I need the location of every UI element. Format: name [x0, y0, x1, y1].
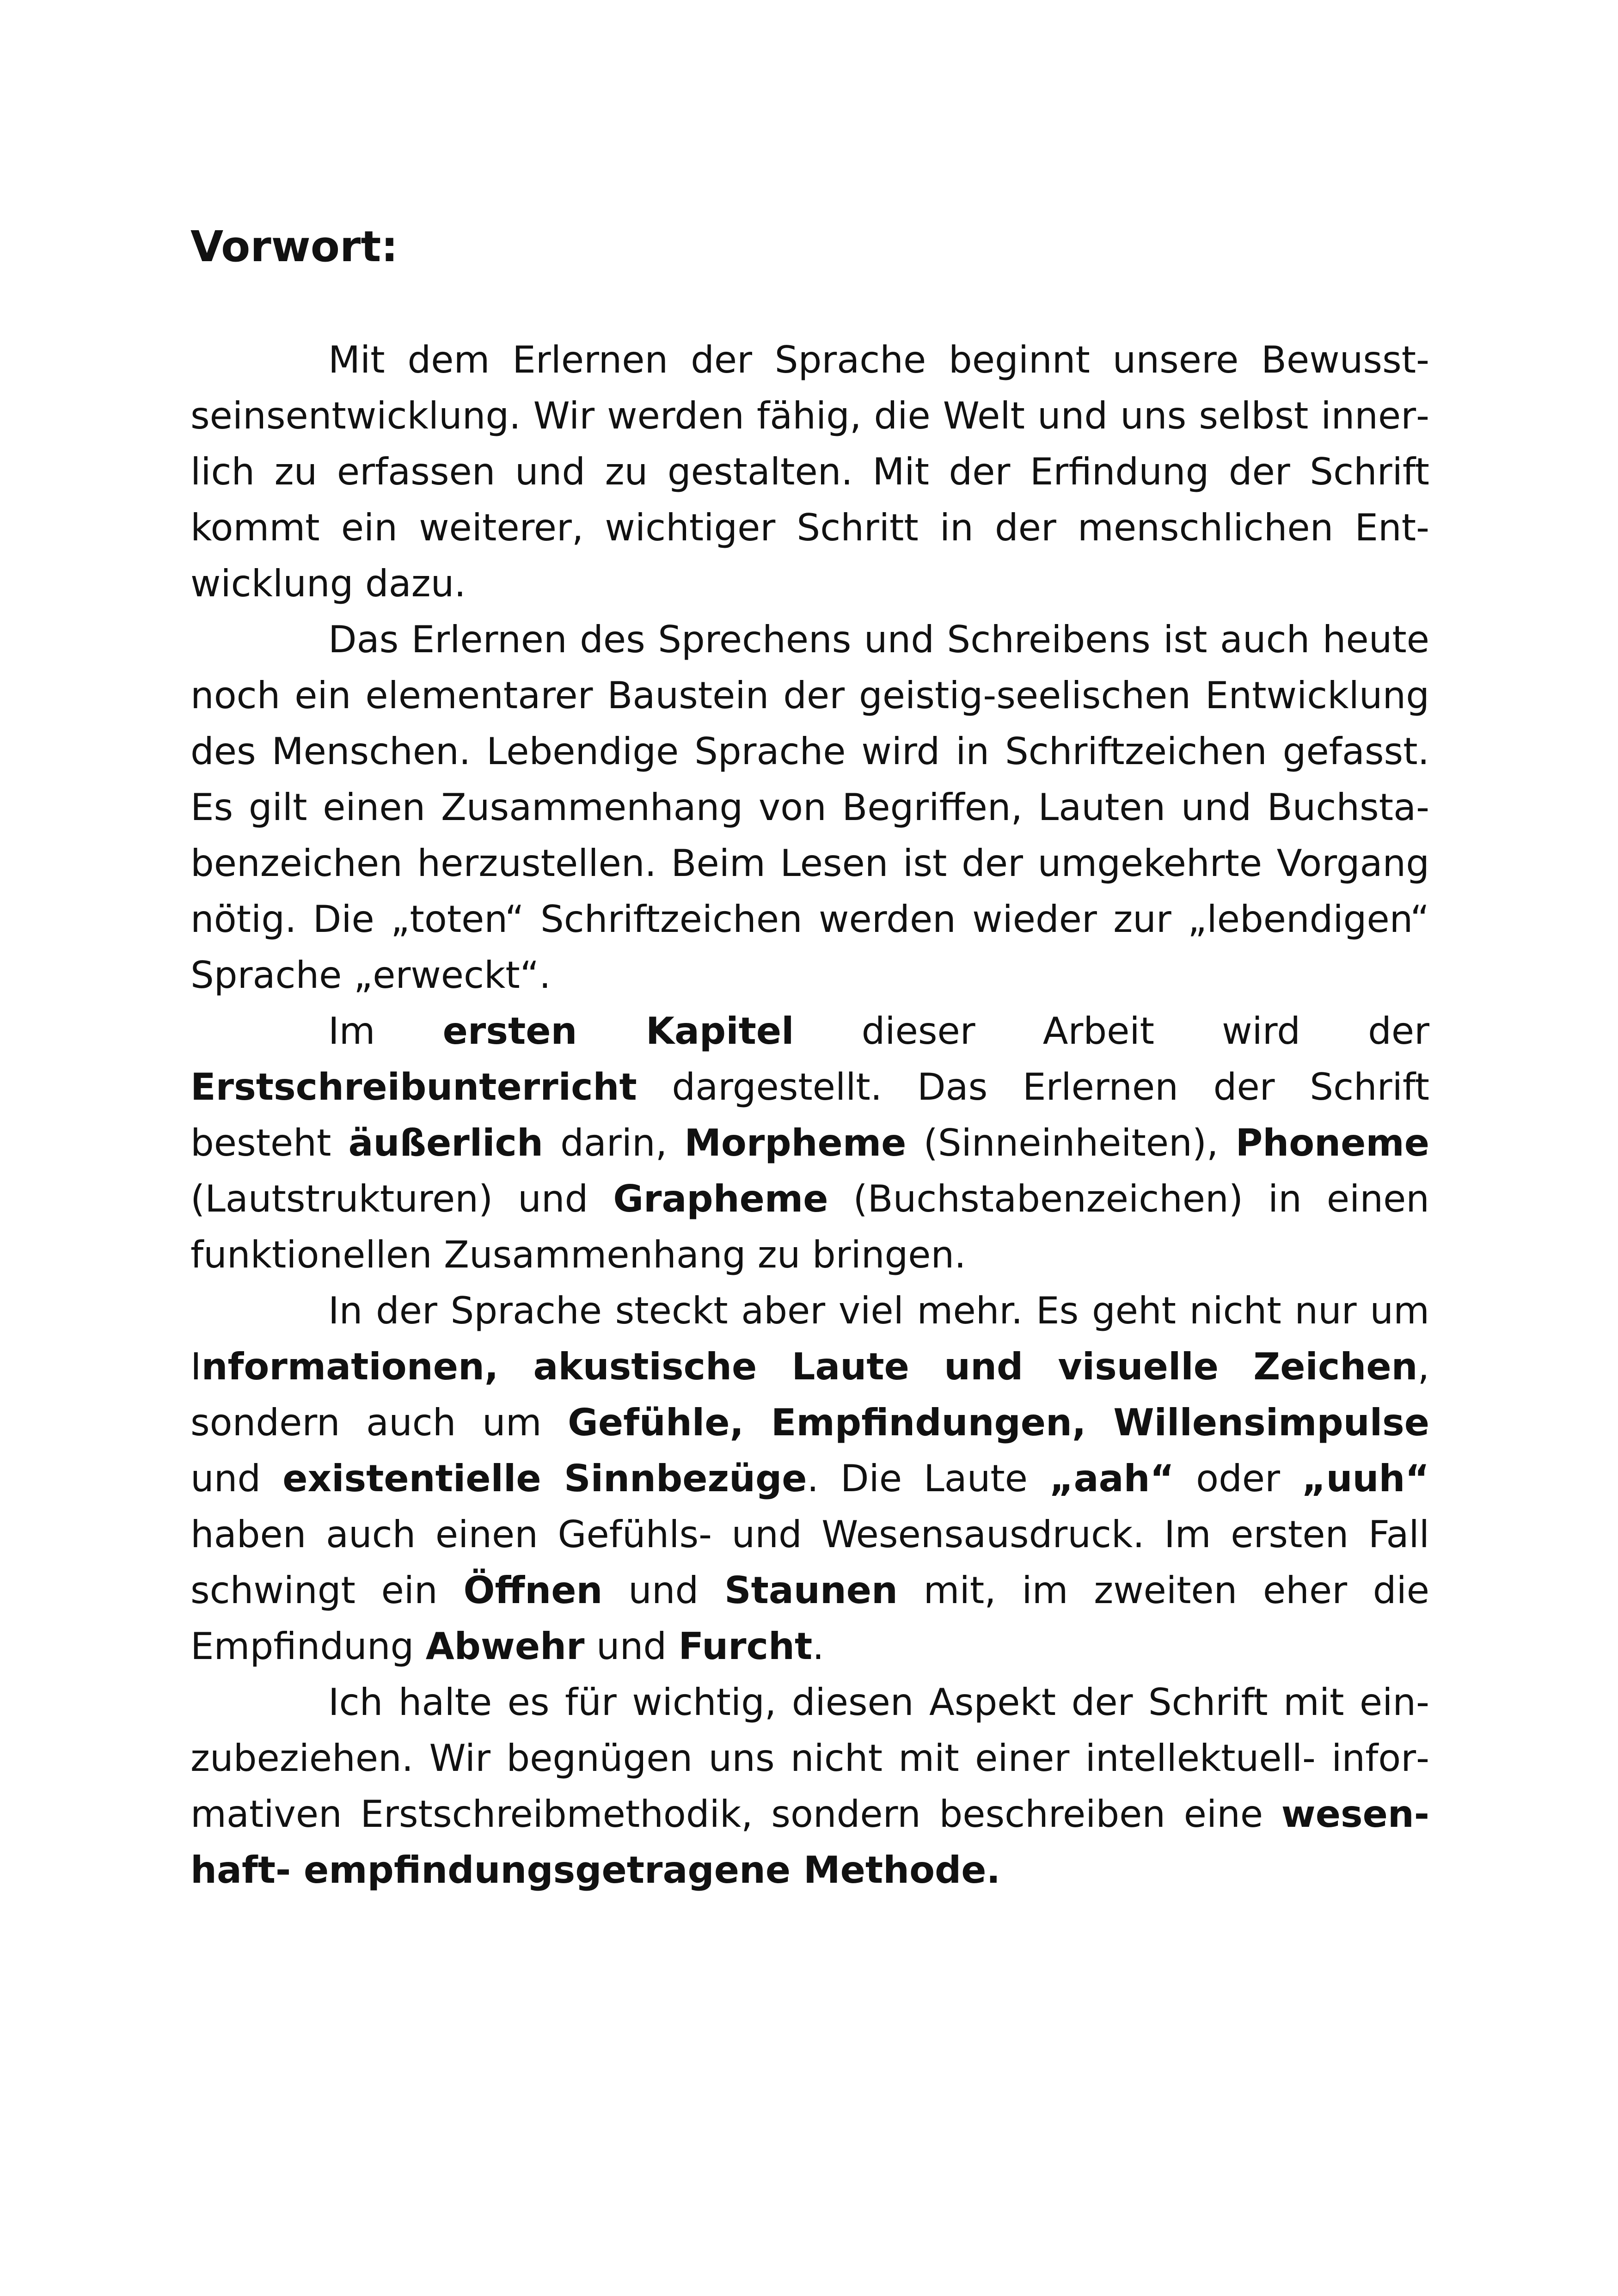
text-run: oder	[1174, 1457, 1302, 1500]
text-run: und	[602, 1569, 725, 1612]
bold-term: äußerlich	[348, 1121, 543, 1164]
bold-term: Furcht	[678, 1625, 813, 1668]
bold-term: Gefühle, Empfindungen, Willensimpulse	[568, 1401, 1429, 1444]
bold-term: Staunen	[724, 1569, 898, 1612]
page-title: Vorwort:	[190, 222, 398, 271]
bold-term: Grapheme	[613, 1177, 828, 1220]
bold-term: „aah“	[1049, 1457, 1175, 1500]
text-run: Mit dem Erlernen der Sprache beginnt unsere Bewusstseinsentwicklung. Wir werden fähig, die Welt und uns selbst innerlich zu erfassen und zu gestalten. Mit der Erfindung der Schrift kommt ein weiterer, wichtiger Schritt in der menschlichen Entwicklung dazu.	[190, 338, 1429, 605]
text-run: (Buchstabenzeichen) in einen funktionellen Zusammenhang zu bringen.	[190, 1177, 1429, 1276]
bold-term: wesenhaft- empfindungsgetragene Methode.	[190, 1793, 1429, 1892]
text-run: In der Sprache steckt aber viel mehr. Es geht nicht nur um I	[190, 1289, 1429, 1388]
paragraph	[190, 612, 1429, 1003]
paragraph	[190, 1674, 1429, 1898]
bold-term: Abwehr	[425, 1625, 585, 1668]
body-text	[190, 332, 1429, 1898]
text-run: (Sinneinheiten),	[906, 1121, 1236, 1164]
text-run: haben auch einen Gefühls- und Wesensausdruck. Im ersten Fall schwingt ein	[190, 1513, 1429, 1612]
paragraph	[190, 1003, 1429, 1283]
bold-term: existentielle Sinnbezüge	[282, 1457, 807, 1500]
bold-term: Erstschreibunterricht	[190, 1065, 637, 1108]
text-run: Ich halte es für wichtig, diesen Aspekt der Schrift mit einzubeziehen. Wir begnügen uns nicht mit einer intellektuell- informativen Erstschreibmethodik, sondern beschreiben eine	[190, 1681, 1429, 1836]
bold-term: nformationen, akustische Laute und visuelle Zeichen	[201, 1345, 1418, 1388]
text-run: dargestellt. Das Erlernen der Schrift besteht	[190, 1065, 1429, 1164]
bold-term: Morpheme	[684, 1121, 907, 1164]
paragraph	[190, 1283, 1429, 1674]
text-run: und	[584, 1625, 679, 1668]
text-run: darin,	[543, 1121, 685, 1164]
text-run: Das Erlernen des Sprechens und Schreibens ist auch heute noch ein elementarer Baustein der geistig-seelischen Entwicklung des Menschen. Lebendige Sprache wird in Schriftzeichen gefasst. Es gilt einen Zusammenhang von Begriffen, Lauten und Buchstabenzeichen herzustellen. Beim Lesen ist der umgekehrte Vorgang nötig. Die „toten“ Schriftzeichen werden wieder zur „lebendigen“ Sprache „erweckt“.	[190, 618, 1429, 997]
bold-term: Phoneme	[1235, 1121, 1429, 1164]
paragraph	[190, 332, 1429, 612]
text-run: .	[812, 1625, 824, 1668]
text-run: mit, im zweiten eher die Empfindung	[190, 1569, 1430, 1668]
text-run: . Die Laute	[807, 1457, 1050, 1500]
bold-term: „uuh“	[1302, 1457, 1430, 1500]
bold-term: Öffnen	[463, 1569, 603, 1612]
text-run: , sondern auch um	[190, 1345, 1429, 1444]
text-run: Im	[328, 1010, 443, 1053]
text-run: und	[190, 1457, 283, 1500]
bold-term: ersten Kapitel	[442, 1010, 794, 1053]
text-run: dieser Arbeit wird der	[794, 1010, 1430, 1053]
text-run: (Lautstrukturen) und	[190, 1177, 613, 1220]
